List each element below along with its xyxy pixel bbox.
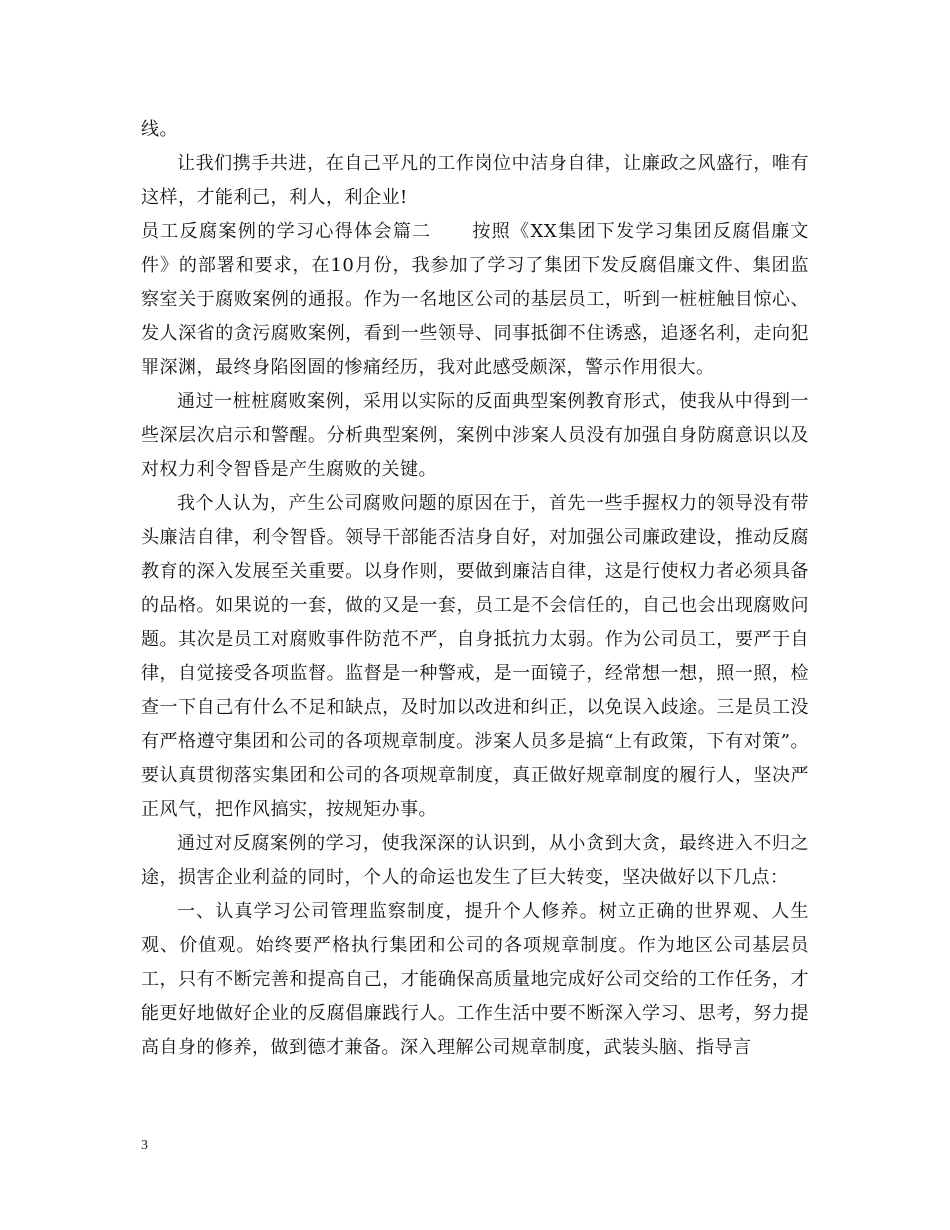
section-title: 员工反腐案例的学习心得体会篇二 [141, 221, 432, 242]
paragraph-closing-call: 让我们携手共进，在自己平凡的工作岗位中洁身自律，让廉政之风盛行，唯有这样，才能利己，利人，利企业! [141, 153, 809, 208]
paragraph-causes: 我个人认为，产生公司腐败问题的原因在于，首先一些手握权力的领导没有带头廉洁自律，利令智昏。领导干部能否洁身自好，对加强公司廉政建设，推动反腐教育的深入发展至关重要。以身作则，要做到廉洁自律，这是行使权力者必须具备的品格。如果说的一套，做的又是一套，员工是不会信任的，自己也会出现腐败问题。其次是员工对腐败事件防范不严，自身抵抗力太弱。作为公司员工，要严于自律，自觉接受各项监督。监督是一种警戒，是一面镜子，经常想一想，照一照，检查一下自己有什么不足和缺点，及时加以改进和纠正，以免误入歧途。三是员工没有严格遵守集团和公司的各项规章制度。涉案人员多是搞“上有政策，下有对策”。要认真贯彻落实集团和公司的各项规章制度，真正做好规章制度的履行人，坚决严正风气，把作风搞实，按规矩办事。 [141, 493, 809, 820]
page-number: 3 [141, 1138, 148, 1153]
paragraph-point-one: 一、认真学习公司管理监察制度，提升个人修养。树立正确的世界观、人生观、价值观。始终要严格执行集团和公司的各项规章制度。作为地区公司基层员工，只有不断完善和提高自己，才能确保高质量地完成好公司交给的工作任务，才能更好地做好企业的反腐倡廉践行人。工作生活中要不断深入学习、思考，努力提高自身的修养，做到德才兼备。深入理解公司规章制度，武装头脑、指导言 [141, 901, 809, 1058]
section-heading-paragraph [141, 215, 809, 385]
document-body [141, 113, 809, 1065]
paragraph-realization: 通过对反腐案例的学习，使我深深的认识到，从小贪到大贪，最终进入不归之途，损害企业利益的同时，个人的命运也发生了巨大转变，坚决做好以下几点： [141, 833, 809, 888]
paragraph-case-lessons: 通过一桩桩腐败案例，采用以实际的反面典型案例教育形式，使我从中得到一些深层次启示和警醒。分析典型案例，案例中涉案人员没有加强自身防腐意识以及对权力利令智昏是产生腐败的关键。 [141, 391, 809, 480]
paragraph-continuation: 线。 [141, 119, 178, 140]
section-intro: 按照《XX集团下发学习集团反腐倡廉文件》的部署和要求，在10月份，我参加了学习了集团下发反腐倡廉文件、集团监察室关于腐败案例的通报。作为一名地区公司的基层员工，听到一桩桩触目惊心、发人深省的贪污腐败案例，看到一些领导、同事抵御不住诱惑，追逐名利，走向犯罪深渊，最终身陷囹圄的惨痛经历，我对此感受颇深，警示作用很大。 [141, 221, 809, 378]
